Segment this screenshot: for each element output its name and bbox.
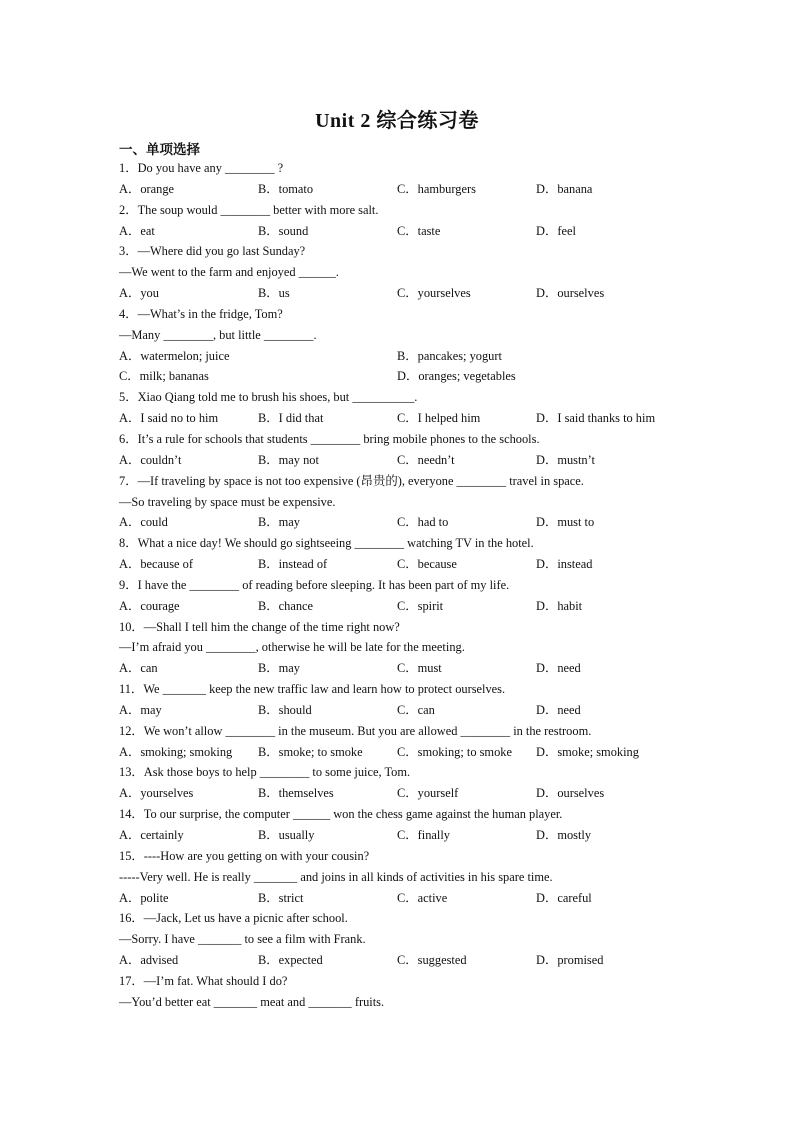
answer-option: A．courage xyxy=(119,598,180,613)
answer-option: C．had to xyxy=(397,515,449,530)
answer-options-row xyxy=(119,450,719,471)
question-text-line: —Many ________, but little ________. xyxy=(119,327,317,342)
question-text-line: —Sorry. I have _______ to see a film with Frank. xyxy=(119,932,366,947)
answer-option: A．may xyxy=(119,702,162,717)
question-text-line: 13．Ask those boys to help ________ to some juice, Tom. xyxy=(119,765,411,780)
answer-options-row xyxy=(119,366,719,387)
question-text-line: 16．—Jack, Let us have a picnic after school. xyxy=(119,911,348,926)
answer-option: C．needn’t xyxy=(397,452,455,467)
answer-option: C．finally xyxy=(397,828,450,842)
question-text-line: 1．Do you have any ________ ? xyxy=(119,161,284,175)
question-text-line: 7．—If traveling by space is not too expensive (昂贵的), everyone ________ travel in space. xyxy=(119,473,584,488)
question-text-line: 3．—Where did you go last Sunday? xyxy=(119,244,306,259)
answer-option: B．usually xyxy=(258,828,315,842)
answer-option: D．habit xyxy=(536,598,583,613)
answer-option: C．spirit xyxy=(397,598,444,613)
answer-option: D．ourselves xyxy=(536,286,605,301)
answer-option: A．orange xyxy=(119,181,175,196)
answer-option: B．may xyxy=(258,515,300,530)
answer-options-row xyxy=(119,658,719,679)
answer-option: A．couldn’t xyxy=(119,452,182,467)
answer-option: D．mustn’t xyxy=(536,452,595,467)
answer-option: A．certainly xyxy=(119,828,184,842)
answer-option: C．yourselves xyxy=(397,286,471,301)
question-text-line: —So traveling by space must be expensive. xyxy=(119,494,336,509)
answer-option: D．feel xyxy=(536,223,576,238)
answer-option: B．strict xyxy=(258,890,304,905)
answer-option: D．I said thanks to him xyxy=(536,411,656,426)
page-title: Unit 2 综合练习卷 xyxy=(315,110,479,132)
answer-option: D．must to xyxy=(536,515,595,530)
answer-options-row xyxy=(119,825,719,846)
question-text-line: 14．To our surprise, the computer ______ won the chess game against the human player. xyxy=(119,807,563,822)
answer-option: B．tomato xyxy=(258,181,314,196)
question-text-line: 8．What a nice day! We should go sightseeing ________ watching TV in the hotel. xyxy=(119,536,534,551)
answer-options-row xyxy=(119,950,719,971)
answer-option: A．eat xyxy=(119,223,155,238)
answer-option: C．because xyxy=(397,557,457,572)
answer-option: B．I did that xyxy=(258,411,324,426)
answer-options-row xyxy=(119,346,719,367)
answer-options-row xyxy=(119,554,719,575)
answer-option: A．can xyxy=(119,661,158,676)
answer-option: D．oranges; vegetables xyxy=(397,369,516,384)
question-text-line: 17．—I’m fat. What should I do? xyxy=(119,973,288,988)
answer-option: A．yourselves xyxy=(119,786,194,801)
question-text-line: —You’d better eat _______ meat and _______ fruits. xyxy=(119,994,385,1009)
question-text-line: 9．I have the ________ of reading before sleeping. It has been part of my life. xyxy=(119,577,510,592)
question-text-line: 11．We _______ keep the new traffic law and learn how to protect ourselves. xyxy=(119,682,506,697)
answer-option: C．can xyxy=(397,702,435,717)
answer-option: B．chance xyxy=(258,598,314,613)
answer-option: C．I helped him xyxy=(397,411,481,426)
answer-option: D．need xyxy=(536,702,581,717)
answer-option: A．smoking; smoking xyxy=(119,744,233,759)
answer-option: D．instead xyxy=(536,557,593,572)
question-text-line: 6．It’s a rule for schools that students ________ bring mobile phones to the schools. xyxy=(119,431,540,446)
answer-option: C．smoking; to smoke xyxy=(397,744,512,759)
answer-option: B．may not xyxy=(258,452,319,467)
answer-option: A．I said no to him xyxy=(119,411,219,426)
answer-options-row xyxy=(119,700,719,721)
answer-options-row xyxy=(119,888,719,909)
answer-option: B．us xyxy=(258,286,290,301)
section-heading: 一、单项选择 xyxy=(119,142,200,157)
question-text-line: —We went to the farm and enjoyed ______. xyxy=(119,265,339,280)
answer-options-row xyxy=(119,783,719,804)
answer-option: C．suggested xyxy=(397,953,467,968)
question-text-line: 2．The soup would ________ better with more salt. xyxy=(119,202,379,217)
answer-options-row xyxy=(119,408,719,429)
answer-option: A．polite xyxy=(119,890,169,905)
answer-option: C．active xyxy=(397,890,448,905)
answer-option: C．must xyxy=(397,661,442,676)
answer-options-row xyxy=(119,179,719,200)
answer-option: D．promised xyxy=(536,953,604,968)
question-text-line: 15．----How are you getting on with your cousin? xyxy=(119,848,370,863)
question-text-line: 4．—What’s in the fridge, Tom? xyxy=(119,306,283,321)
answer-option: C．milk; bananas xyxy=(119,369,209,384)
answer-option: C．yourself xyxy=(397,786,459,801)
answer-option: C．taste xyxy=(397,223,441,238)
answer-option: B．sound xyxy=(258,223,309,238)
question-text-line: 12．We won’t allow ________ in the museum. But you are allowed ________ in the restroom. xyxy=(119,723,592,738)
answer-option: A．because of xyxy=(119,557,193,572)
answer-options-row xyxy=(119,742,719,763)
answer-option: B．should xyxy=(258,702,312,717)
answer-option: B．pancakes; yogurt xyxy=(397,348,502,363)
answer-option: A．could xyxy=(119,515,168,530)
answer-option: B．expected xyxy=(258,953,323,968)
answer-option: B．instead of xyxy=(258,557,328,572)
answer-option: D．ourselves xyxy=(536,786,605,801)
answer-options-row xyxy=(119,512,719,533)
question-text-line: 10．—Shall I tell him the change of the time right now? xyxy=(119,619,400,634)
answer-options-row xyxy=(119,596,719,617)
answer-option: D．need xyxy=(536,661,581,676)
answer-option: D．banana xyxy=(536,181,593,196)
question-text-line: 5．Xiao Qiang told me to brush his shoes, but __________. xyxy=(119,390,418,405)
question-text-line: —I’m afraid you ________, otherwise he will be late for the meeting. xyxy=(119,640,465,655)
answer-options-row xyxy=(119,283,719,304)
answer-option: D．smoke; smoking xyxy=(536,744,639,759)
answer-option: D．mostly xyxy=(536,828,592,842)
answer-option: A．watermelon; juice xyxy=(119,348,230,363)
answer-option: A．you xyxy=(119,286,159,301)
answer-options-row xyxy=(119,221,719,242)
answer-option: D．careful xyxy=(536,890,592,905)
answer-option: B．may xyxy=(258,661,300,676)
answer-option: C．hamburgers xyxy=(397,181,476,196)
answer-option: B．smoke; to smoke xyxy=(258,744,363,759)
question-text-line: -----Very well. He is really _______ and joins in all kinds of activities in his spare time. xyxy=(119,869,553,884)
question-list xyxy=(119,158,719,1013)
answer-option: B．themselves xyxy=(258,786,334,801)
answer-option: A．advised xyxy=(119,953,179,968)
